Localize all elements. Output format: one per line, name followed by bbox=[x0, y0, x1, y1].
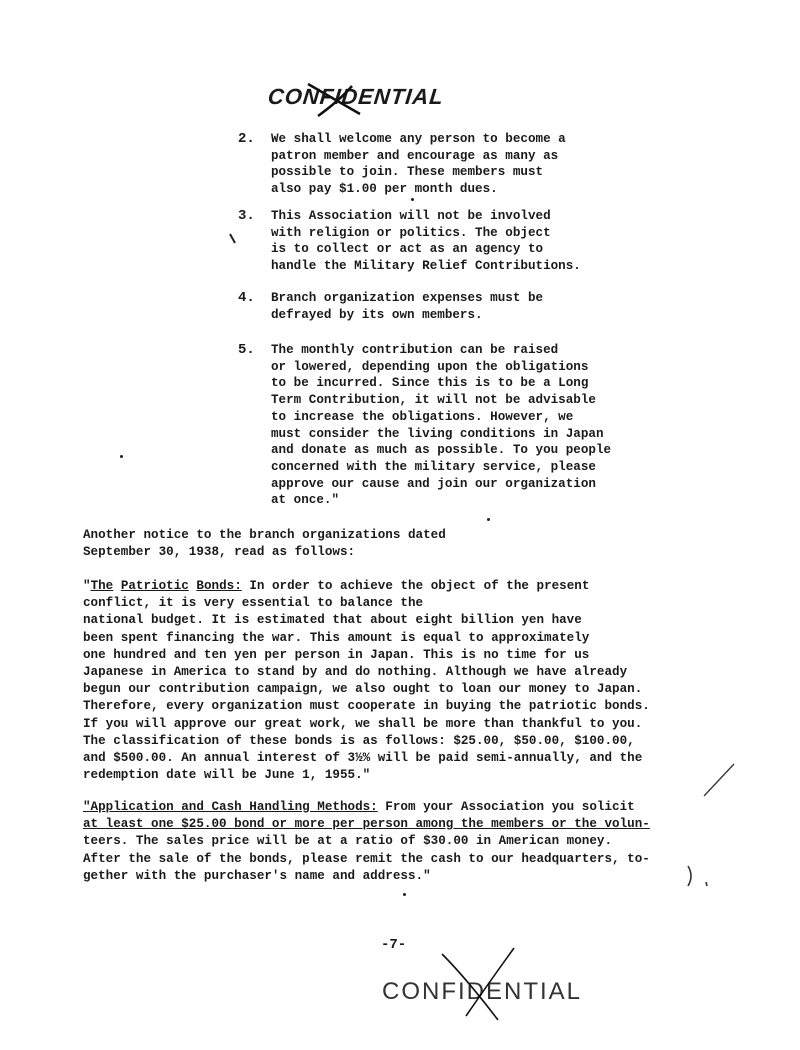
patriotic-bonds-paragraph bbox=[83, 578, 733, 784]
header-confidential-stamp: CONFIDENTIAL bbox=[266, 84, 446, 109]
list-item-2 bbox=[238, 131, 658, 198]
stray-mark bbox=[403, 893, 406, 896]
stray-mark bbox=[411, 198, 414, 201]
bonds-heading-word-2: Patriotic bbox=[120, 579, 189, 593]
bonds-text-body: conflict, it is very essential to balance the national budget. It is estimated that about eight billion yen have been spent financing the war. This amount is equal to approximately one hundred and ten yen per person in Japan. This is no time for us Japanese in America to stand by and do nothing. Although we have already begun our contribution campaign, we also ought to loan our money to Japan. Therefore, every organization must cooperate in buying the patriotic bonds. If you will approve our great work, we shall be more than thankful to you. The classification of these bonds is as follows: $25.00, $50.00, $100.00, and $500.00. An annual interest of 3½% will be paid semi-annually, and the redemption date will be June 1, 1955." bbox=[83, 596, 650, 783]
page-number: -7- bbox=[381, 937, 407, 953]
application-second-line: at least one $25.00 bond or more per person among the members or the volun- bbox=[83, 817, 650, 832]
quote-mark: " bbox=[83, 579, 91, 593]
item-text: We shall welcome any person to become a patron member and encourage as many as possible to join. These members must also pay $1.00 per month dues. bbox=[271, 132, 566, 197]
application-paragraph bbox=[83, 799, 733, 885]
item-number: 2. bbox=[238, 131, 255, 147]
application-first-line: From your Association you solicit bbox=[377, 800, 635, 814]
item-text: Branch organization expenses must be defrayed by its own members. bbox=[271, 291, 544, 322]
item-text: The monthly contribution can be raised or lowered, depending upon the obligations to be incurred. Since this is to be a Long Term Contribution, it will not be advisable to increase the obligations. However, we must consider the living conditions in Japan and donate as much as possible. To you people concerned with the military service, please approve our cause and join our organization at once." bbox=[271, 343, 612, 508]
list-item-5 bbox=[238, 342, 658, 509]
bonds-heading-word-3: Bonds: bbox=[196, 579, 242, 593]
margin-tick-mark bbox=[228, 232, 238, 246]
application-body: teers. The sales price will be at a ratio of $30.00 in American money. After the sale of the bonds, please remit the cash to our headquarters, to- gether with the purchaser's name and address." bbox=[83, 834, 650, 883]
footer-confidential-stamp: CONFIDENTIAL bbox=[382, 978, 583, 1005]
notice-intro-paragraph: Another notice to the branch organizations dated September 30, 1938, read as follows: bbox=[83, 528, 446, 560]
stray-mark bbox=[120, 455, 123, 458]
item-number: 4. bbox=[238, 290, 255, 306]
bonds-text-first-line: In order to achieve the object of the present bbox=[241, 579, 590, 593]
item-number: 5. bbox=[238, 342, 255, 358]
list-item-4 bbox=[238, 290, 658, 323]
stray-mark bbox=[487, 518, 490, 521]
item-text: This Association will not be involved with religion or politics. The object is to collect or act as an agency to handle the Military Relief Contributions. bbox=[271, 209, 581, 274]
list-item-3 bbox=[238, 208, 658, 275]
bonds-heading-word-1: The bbox=[90, 579, 114, 593]
application-heading: "Application and Cash Handling Methods: bbox=[83, 800, 378, 814]
item-number: 3. bbox=[238, 208, 255, 224]
